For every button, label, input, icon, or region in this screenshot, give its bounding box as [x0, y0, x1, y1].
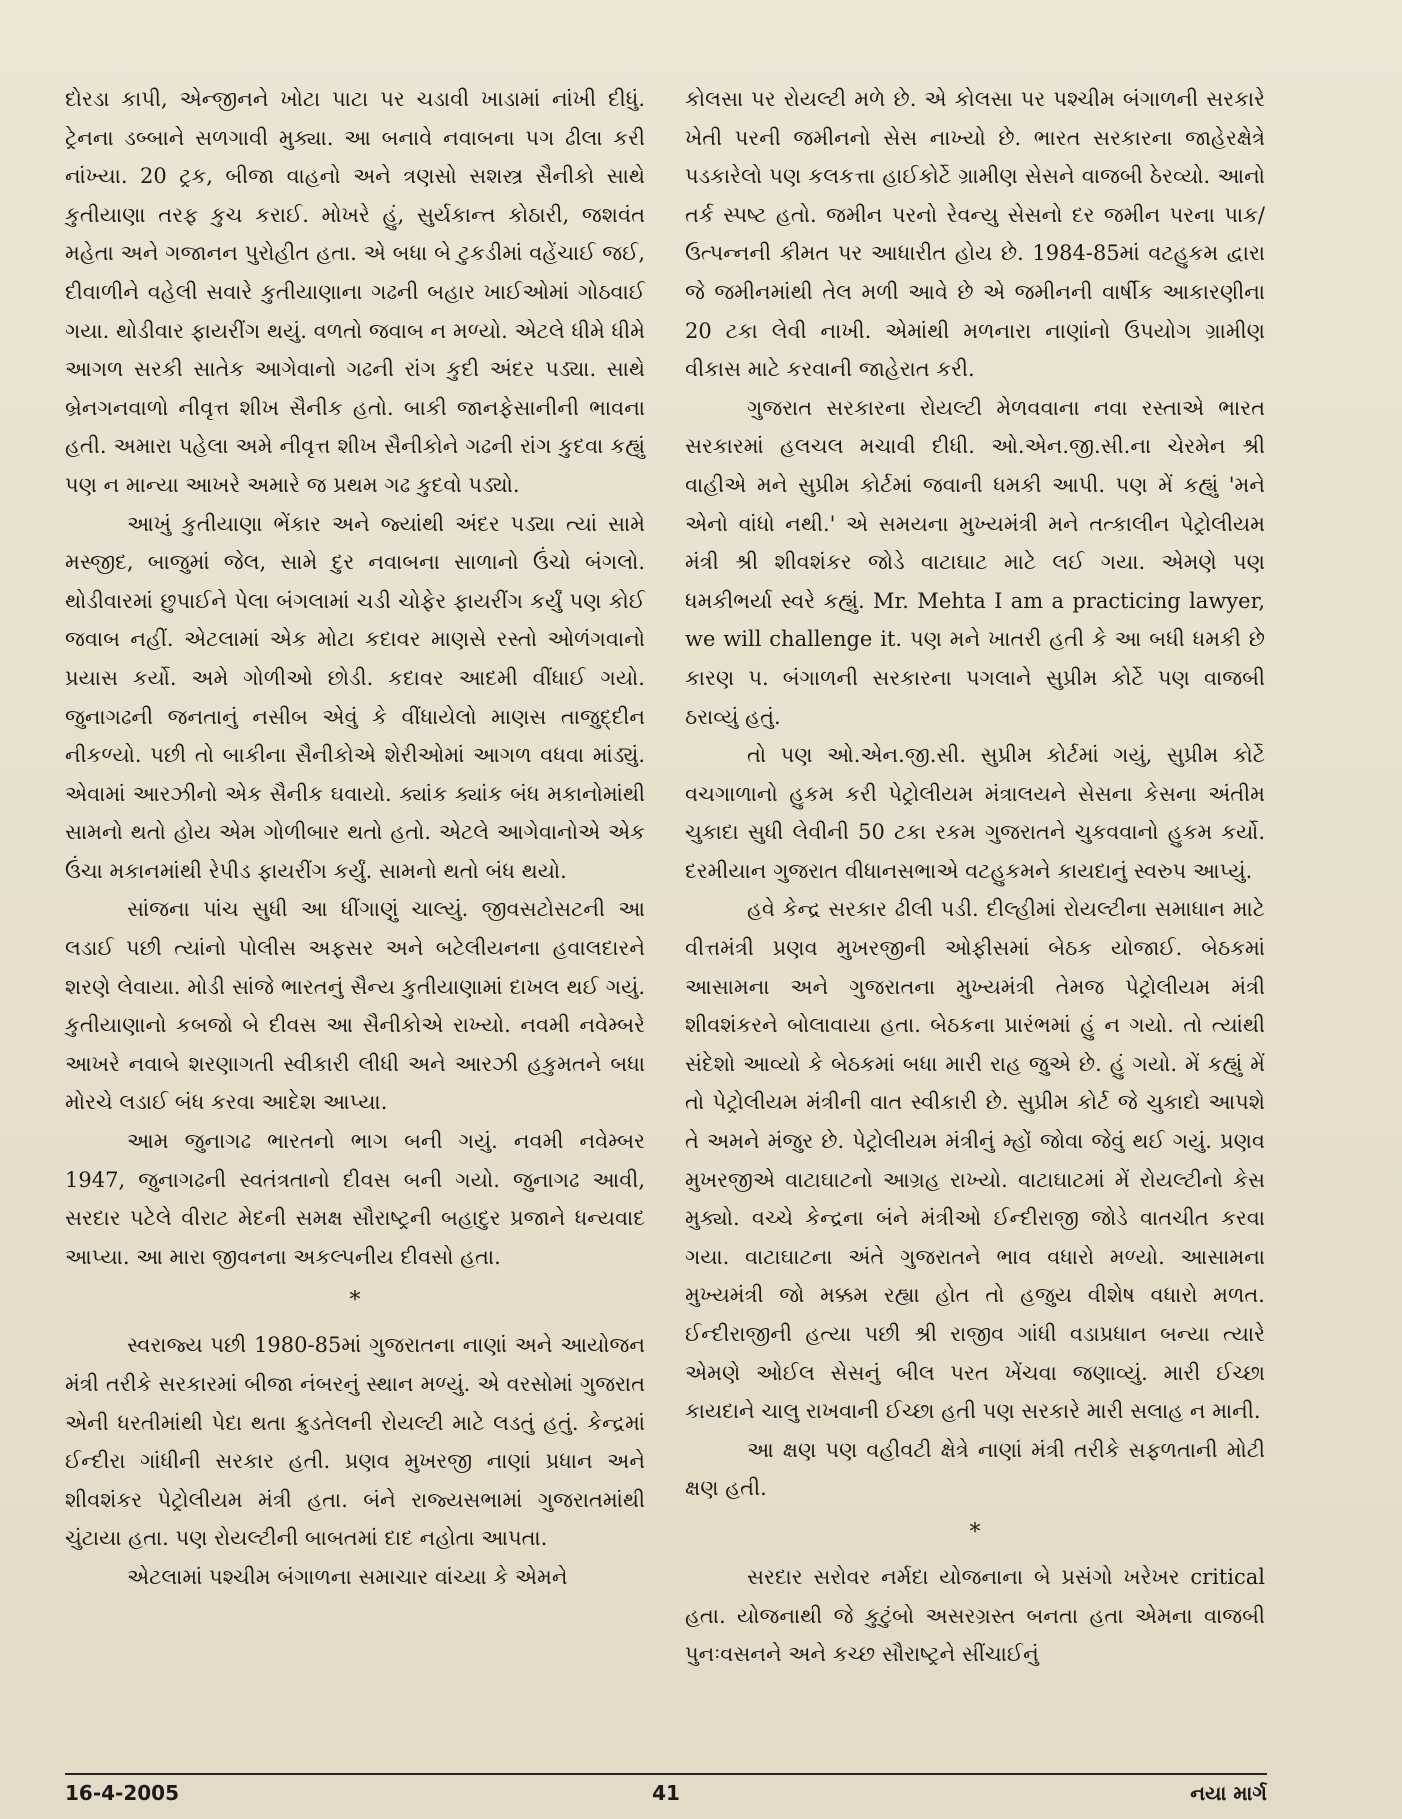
paragraph: હવે કેન્દ્ર સરકાર ઢીલી પડી. દીલ્હીમાં રોયલ્ટીના સમાધાન માટે વીત્તમંત્રી પ્રણવ મુખરજીની ઓફીસમાં બેઠક યોજાઈ. બેઠકમાં આસામના અને ગુજરાતના મુખ્યમંત્રી તેમજ પેટ્રોલીયમ મંત્રી શીવશંકરને બોલાવાયા હતા. બેઠકના પ્રારંભમાં હું ન ગયો. તો ત્યાંથી સંદેશો આવ્યો કે બેઠકમાં બધા મારી રાહ જુએ છે. હું ગયો. મેં કહ્યું મેં તો પેટ્રોલીયમ મંત્રીની વાત સ્વીકારી છે. સુપ્રીમ કોર્ટ જે ચુકાદો આપશે તે અમને મંજુર છે. પેટ્રોલીયમ મંત્રીનું મ્હોં જોવા જેવું થઈ ગયું. પ્રણવ મુખરજીએ વાટાઘાટનો આગ્રહ રાખ્યો. વાટાઘાટમાં મેં રોયલ્ટીનો કેસ મુક્યો. વચ્ચે કેન્દ્રના બંને મંત્રીઓ ઈન્દીરાજી જોડે વાતચીત કરવા ગયા. વાટાઘાટના અંતે ગુજરાતને ભાવ વધારો મળ્યો. આસામના મુખ્યમંત્રી જો મક્કમ રહ્યા હોત તો હજુય વીશેષ વધારો મળત. ઈન્દીરાજીની હત્યા પછી શ્રી રાજીવ ગાંધી વડાપ્રધાન બન્યા ત્યારે એમણે ઓઈલ સેસનું બીલ પરત ખેંચવા જણાવ્યું. મારી ઈચ્છા કાયદાને ચાલુ રાખવાની ઈચ્છા હતી પણ સરકારે મારી સલાહ ન માની. [685, 897, 1265, 1424]
paragraph: ગુજરાત સરકારના રોયલ્ટી મેળવવાના નવા રસ્તાએ ભારત સરકારમાં હલચલ મચાવી દીધી. ઓ.એન.જી.સી.ના ચેરમેન શ્રી વાહીએ મને સુપ્રીમ કોર્ટમાં જવાની ધમકી આપી. પણ મેં કહ્યું 'મને એનો વાંધો નથી.' એ સમયના મુખ્યમંત્રી મને તત્કાલીન પેટ્રોલીયમ મંત્રી શ્રી શીવશંકર જોડે વાટાઘાટ માટે લઈ ગયા. એમણે પણ ધમકીભર્યા સ્વરે કહ્યું. Mr. Mehta I am a practicing lawyer, we will challenge it. પણ મને ખાતરી હતી કે આ બધી ધમકી છે કારણ પ. બંગાળની સરકારના પગલાને સુપ્રીમ કોર્ટે પણ વાજબી ઠરાવ્યું હતું. [685, 395, 1265, 729]
footer-rule [65, 1773, 1267, 1775]
paragraph: સરદાર સરોવર નર્મદા યોજનાના બે પ્રસંગો ખરેખર critical હતા. યોજનાથી જે કુટુંબો અસરગ્રસ્ત બનતા હતા એમના વાજબી પુનઃવસનને અને કચ્છ સૌરાષ્ટ્રને સીંચાઈનું [685, 1564, 1265, 1667]
paragraph: આ ક્ષણ પણ વહીવટી ક્ષેત્રે નાણાં મંત્રી તરીકે સફળતાની મોટી ક્ષણ હતી. [685, 1437, 1265, 1501]
page-number: 41 [652, 1781, 680, 1805]
issue-date: 16-4-2005 [65, 1781, 180, 1805]
paragraph: તો પણ ઓ.એન.જી.સી. સુપ્રીમ કોર્ટમાં ગયું, સુપ્રીમ કોર્ટે વચગાળાનો હુકમ કરી પેટ્રોલીયમ મંત્રાલયને સેસના કેસના અંતીમ ચુકાદા સુધી લેવીની 50 ટકા રકમ ગુજરાતને ચુકવવાનો હુકમ કર્યો. દરમીયાન ગુજરાત વીધાનસભાએ વટહુકમને કાયદાનું સ્વરુપ આપ્યું. [685, 743, 1265, 883]
magazine-title: નયા માર્ગ [1190, 1781, 1267, 1805]
paragraph: સાંજના પાંચ સુધી આ ધીંગાણું ચાલ્યું. જીવસટોસટની આ લડાઈ પછી ત્યાંનો પોલીસ અફસર અને બટેલીયનના હવાલદારને શરણે લેવાયા. મોડી સાંજે ભારતનું સૈન્ય કુતીયાણામાં દાખલ થઈ ગયું. કુતીયાણાનો કબજો બે દીવસ આ સૈનીકોએ રાખ્યો. નવમી નવેમ્બરે આખરે નવાબે શરણાગતી સ્વીકારી લીધી અને આરઝી હકુમતને બધા મોરચે લડાઈ બંધ કરવા આદેશ આપ્યા. [65, 897, 645, 1115]
left-column [65, 80, 645, 1597]
page-footer [65, 1781, 1267, 1811]
paragraph: આખું કુતીયાણા ભેંકાર અને જ્યાંથી અંદર પડ્યા ત્યાં સામે મસ્જીદ, બાજુમાં જેલ, સામે દુર નવાબના સાળાનો ઉંચો બંગલો. થોડીવારમાં છુપાઈને પેલા બંગલામાં ચડી ચોફેર ફાયરીંગ કર્યું પણ કોઈ જવાબ નહીં. એટલામાં એક મોટા કદાવર માણસે રસ્તો ઓળંગવાનો પ્રયાસ કર્યો. અમે ગોળીઓ છોડી. કદાવર આદમી વીંધાઈ ગયો. જુનાગઢની જનતાનું નસીબ એવું કે વીંધાયેલો માણસ તાજુદ્દીન નીકળ્યો. પછી તો બાકીના સૈનીકોએ શેરીઓમાં આગળ વધવા માંડ્યું. એવામાં આરઝીનો એક સૈનીક ઘવાયો. ક્યાંક ક્યાંક બંધ મકાનોમાંથી સામનો થતો હોય એમ ગોળીબાર થતો હતો. એટલે આગેવાનોએ એક ઉંચા મકાનમાંથી રેપીડ ફાયરીંગ કર્યું. સામનો થતો બંધ થયો. [65, 511, 645, 883]
paragraph: આમ જુનાગઢ ભારતનો ભાગ બની ગયું. નવમી નવેમ્બર 1947, જુનાગઢની સ્વતંત્રતાનો દીવસ બની ગયો. જુનાગઢ આવી, સરદાર પટેલે વીરાટ મેદની સમક્ષ સૌરાષ્ટ્રની બહાદુર પ્રજાને ધન્યવાદ આપ્યા. આ મારા જીવનના અકલ્પનીય દીવસો હતા. [65, 1129, 645, 1269]
paragraph: કોલસા પર રોયલ્ટી મળે છે. એ કોલસા પર પશ્ચીમ બંગાળની સરકારે ખેતી પરની જમીનનો સેસ નાખ્યો છે. ભારત સરકારના જાહેરક્ષેત્રે પડકારેલો પણ કલકત્તા હાઈકોર્ટે ગ્રામીણ સેસને વાજબી ઠેરવ્યો. આનો તર્ક સ્પષ્ટ હતો. જમીન પરનો રેવન્યુ સેસનો દર જમીન પરના પાક/ઉત્પન્નની કીમત પર આધારીત હોય છે. 1984-85માં વટહુકમ દ્વારા જે જમીનમાંથી તેલ મળી આવે છે એ જમીનની વાર્ષીક આકારણીના 20 ટકા લેવી નાખી. એમાંથી મળનારા નાણાંનો ઉપયોગ ગ્રામીણ વીકાસ માટે કરવાની જાહેરાત કરી. [685, 87, 1265, 382]
section-separator: * [349, 1288, 361, 1314]
paragraph: સ્વરાજ્ય પછી 1980-85માં ગુજરાતના નાણાં અને આયોજન મંત્રી તરીકે સરકારમાં બીજા નંબરનું સ્થાન મળ્યું. એ વરસોમાં ગુજરાત એની ધરતીમાંથી પેદા થતા ક્રુડતેલની રોયલ્ટી માટે લડતું હતું. કેન્દ્રમાં ઈન્દીરા ગાંધીની સરકાર હતી. પ્રણવ મુખરજી નાણાં પ્રધાન અને શીવશંકર પેટ્રોલીયમ મંત્રી હતા. બંને રાજ્યસભામાં ગુજરાતમાંથી ચુંટાયા હતા. પણ રોયલ્ટીની બાબતમાં દાદ નહોતા આપતા. [65, 1333, 645, 1551]
right-column [685, 80, 1265, 1674]
section-separator: * [969, 1519, 981, 1545]
paragraph: દોરડા કાપી, એન્જીનને ખોટા પાટા પર ચડાવી ખાડામાં નાંખી દીધું. ટ્રેનના ડબ્બાને સળગાવી મુક્યા. આ બનાવે નવાબના પગ ઢીલા કરી નાંખ્યા. 20 ટ્રક, બીજા વાહનો અને ત્રણસો સશસ્ત્ર સૈનીકો સાથે કુતીયાણા તરફ કુચ કરાઈ. મોખરે હું, સુર્યકાન્ત કોઠારી, જશવંત મહેતા અને ગજાનન પુરોહીત હતા. એ બધા બે ટુકડીમાં વહેંચાઈ જઈ, દીવાળીને વહેલી સવારે કુતીયાણાના ગઢની બહાર ખાઈઓમાં ગોઠવાઈ ગયા. થોડીવાર ફાયરીંગ થયું. વળતો જવાબ ન મળ્યો. એટલે ધીમે ધીમે આગળ સરકી સાતેક આગેવાનો ગઢની રાંગ કુદી અંદર પડ્યા. સાથે બ્રેનગનવાળો નીવૃત્ત શીખ સૈનીક હતો. બાકી જાનફેસાનીની ભાવના હતી. અમારા પહેલા અમે નીવૃત્ત શીખ સૈનીકોને ગઢની રાંગ કુદવા કહ્યું પણ ન માન્યા આખરે અમારે જ પ્રથમ ગઢ કુદવો પડ્યો. [65, 87, 645, 497]
paragraph: એટલામાં પશ્ચીમ બંગાળના સમાચાર વાંચ્યા કે એમને [127, 1564, 568, 1589]
